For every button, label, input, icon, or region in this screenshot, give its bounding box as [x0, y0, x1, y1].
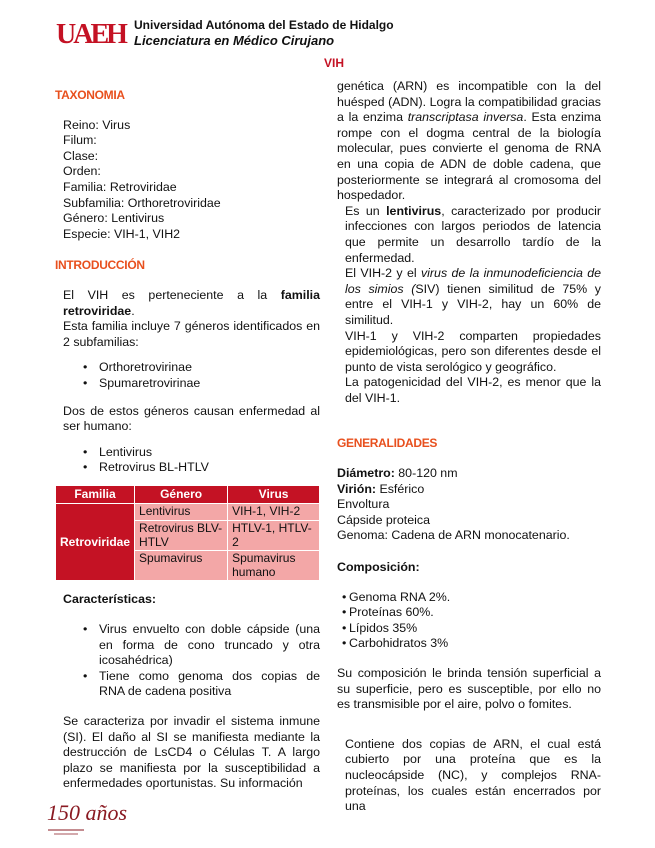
genome-line: Genoma: Cadena de ARN monocatenario. — [337, 528, 570, 543]
list-item: • Lentivirus — [55, 445, 320, 461]
taxonomy-line: Clase: — [63, 148, 99, 163]
composition-paragraph: Su composición le brinda tensión superficial a su superficie, pero es susceptible, por ello no es transmisible por el aire, polvo o fomites. — [337, 666, 601, 712]
table-row — [56, 504, 320, 521]
caracteristicas-list — [55, 622, 320, 700]
virion-line: Virión: Esférico — [337, 481, 425, 496]
table-cell: HTLV-1, HTLV-2 — [228, 521, 320, 551]
rna-copies-paragraph: Contiene dos copias de ARN, el cual está cubierto por una proteína que es la nucleocápside (NC), y complejos RNA-proteínas, los cuales están encerrados por una — [345, 736, 601, 814]
column-header: Virus — [228, 485, 320, 504]
introduccion-heading: INTRODUCCIÓN — [55, 258, 145, 273]
family-cell: Retroviridae — [56, 504, 135, 581]
list-item: • Genoma RNA 2%. — [337, 590, 601, 606]
list-item: • Tiene como genoma dos copias de RNA de cadena positiva — [55, 669, 320, 700]
caracteristicas-heading: Características: — [63, 592, 156, 607]
pathogenicity-paragraph: La patogenicidad del VIH-2, es menor que la del VIH-1. — [345, 375, 601, 405]
list-item: • Proteínas 60%. — [337, 605, 601, 621]
page-header — [56, 16, 616, 56]
taxonomy-line: Género: Lentivirus — [63, 211, 165, 226]
taxonomy-line: Reino: Virus — [63, 117, 131, 132]
table-cell: Lentivirus — [135, 504, 228, 521]
epidemiology-paragraph: VIH-1 y VIH-2 comparten propiedades epidemiológicas, pero son diferentes desde el punto de vista serológico y geográfico. — [345, 328, 601, 374]
university-name: Universidad Autónoma del Estado de Hidalgo — [134, 18, 394, 32]
taxonomy-list — [55, 118, 320, 243]
lentivirus-paragraph: Es un lentivirus, caracterizado por producir infecciones con largos periodos de latencia que permite un desarrollo tardío de la enfermedad. — [345, 203, 601, 265]
capsid-line: Cápside proteica — [337, 512, 430, 527]
taxonomy-line: Orden: — [63, 164, 101, 179]
genera-list — [55, 445, 320, 476]
intro-paragraph-1: El VIH es perteneciente a la familia retroviridae. — [63, 287, 320, 318]
intro-paragraph-3: Dos de estos géneros causan enfermedad al ser humano: — [63, 403, 320, 434]
taxonomy-line: Especie: VIH-1, VIH2 — [63, 226, 181, 241]
list-item: • Retrovirus BL-HTLV — [55, 460, 320, 476]
subfamily-list — [55, 360, 320, 391]
envelope-line: Envoltura — [337, 497, 390, 512]
intro-paragraph-2: Esta familia incluye 7 géneros identificados en 2 subfamilias: — [63, 319, 320, 349]
list-item: • Virus envuelto con doble cápside (una en forma de cono truncado y otra icosahédrica) — [55, 622, 320, 669]
list-item: • Lípidos 35% — [337, 621, 601, 637]
table-cell: Spumavirus — [135, 551, 228, 581]
list-item: • Spumaretrovirinae — [55, 376, 320, 392]
list-item: • Orthoretrovirinae — [55, 360, 320, 376]
seal-text: 150 años — [47, 800, 128, 825]
left-column — [55, 80, 320, 792]
taxonomia-heading: TAXONOMIA — [55, 88, 125, 102]
taxonomy-line: Filum: — [63, 133, 97, 148]
logo-text: UAEH — [56, 19, 125, 50]
column-header: Familia — [56, 485, 135, 504]
generalidades-heading: GENERALIDADES — [337, 436, 438, 451]
anniversary-seal — [44, 794, 128, 840]
taxonomy-line: Subfamilia: Orthoretroviridae — [63, 195, 221, 210]
right-column — [337, 79, 601, 815]
composition-list — [337, 590, 601, 652]
composicion-heading: Composición: — [337, 560, 420, 575]
retroviridae-table — [55, 485, 320, 582]
taxonomy-line: Familia: Retroviridae — [63, 179, 177, 194]
table-cell: Retrovirus BLV-HTLV — [135, 521, 228, 551]
generalidades-list — [337, 466, 601, 544]
diameter-line: Diámetro: 80-120 nm — [337, 466, 458, 481]
table-header-row — [56, 485, 320, 504]
list-item: • Carbohidratos 3% — [337, 636, 601, 652]
table-cell: VIH-1, VIH-2 — [228, 504, 320, 521]
genetics-paragraph: genética (ARN) es incompatible con la del huésped (ADN). Logra la compatibilidad gracias a la enzima transcriptasa inversa. Esta enzima rompe con el dogma central de la biología molecular, pues convierte el genoma de RNA en una copia de ADN de doble cadena, que posteriormente se integrará al cromosoma del hospedador. — [337, 79, 601, 203]
program-name: Licenciatura en Médico Cirujano — [134, 33, 335, 48]
column-header: Género — [135, 485, 228, 504]
table-cell: Spumavirus humano — [228, 551, 320, 581]
document-title: VIH — [323, 56, 344, 70]
uaeh-logo — [56, 18, 125, 50]
similarity-paragraph: El VIH-2 y el virus de la inmunodeficiencia de los simios (SIV) tienen similitud de 75% y entre el VIH-1 y VIH-2, hay un 60% de similitud. — [345, 266, 601, 327]
caracteristicas-paragraph: Se caracteriza por invadir el sistema inmune (SI). El daño al SI se manifiesta mediante la destrucción de LsCD4 o Células T. A largo plazo se manifiesta por la susceptibilidad a enfermedades oportunistas. Su información — [63, 714, 320, 791]
